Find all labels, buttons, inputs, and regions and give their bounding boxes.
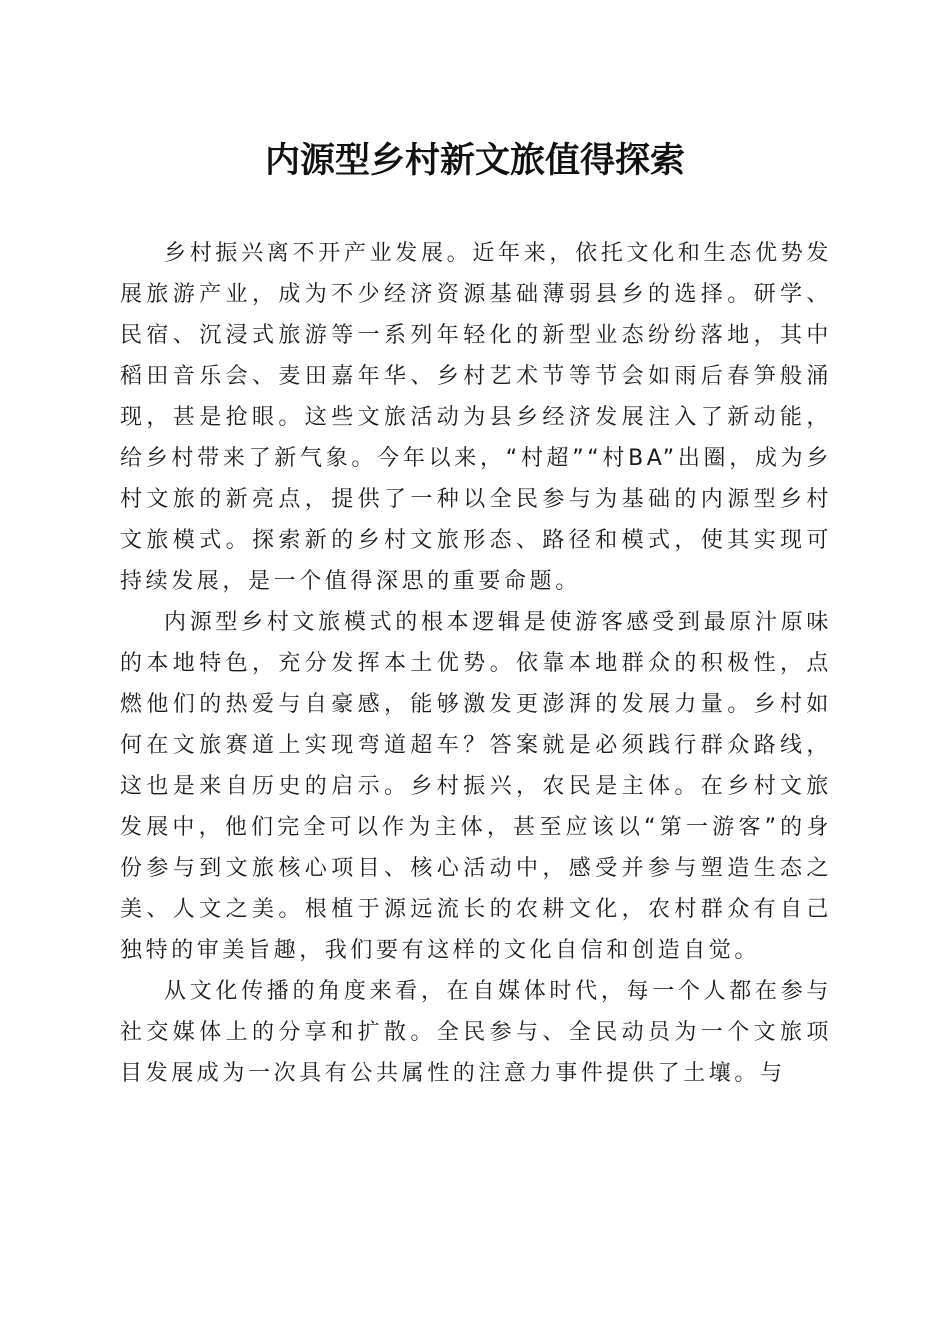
article-title: 内源型乡村新文旅值得探索 — [264, 140, 685, 181]
paragraph-2: 内源型乡村文旅模式的根本逻辑是使游客感受到最原汁原味的本地特色，充分发挥本土优势。依靠本地群众的积极性，点燃他们的热爱与自豪感，能够激发更澎湃的发展力量。乡村如何在文旅赛道上实现弯道超车？答案就是必须践行群众路线，这也是来自历史的启示。乡村振兴，农民是主体。在乡村文旅发展中，他们完全可以作为主体，甚至应该以“第一游客”的身份参与到文旅核心项目、核心活动中，感受并参与塑造生态之美、人文之美。根植于源远流长的农耕文化，农村群众有自己独特的审美旨趣，我们要有这样的文化自信和创造自觉。 — [120, 610, 832, 963]
article-body — [120, 233, 832, 1094]
paragraph-3: 从文化传播的角度来看，在自媒体时代，每一个人都在参与社交媒体上的分享和扩散。全民参与、全民动员为一个文旅项目发展成为一次具有公共属性的注意力事件提供了土壤。与 — [120, 979, 832, 1086]
paragraph-1: 乡村振兴离不开产业发展。近年来，依托文化和生态优势发展旅游产业，成为不少经济资源基础薄弱县乡的选择。研学、民宿、沉浸式旅游等一系列年轻化的新型业态纷纷落地，其中稻田音乐会、麦田嘉年华、乡村艺术节等节会如雨后春笋般涌现，甚是抢眼。这些文旅活动为县乡经济发展注入了新动能，给乡村带来了新气象。今年以来，“村超”“村BA”出圈，成为乡村文旅的新亮点，提供了一种以全民参与为基础的内源型乡村文旅模式。探索新的乡村文旅形态、路径和模式，使其实现可持续发展，是一个值得深思的重要命题。 — [120, 241, 832, 594]
